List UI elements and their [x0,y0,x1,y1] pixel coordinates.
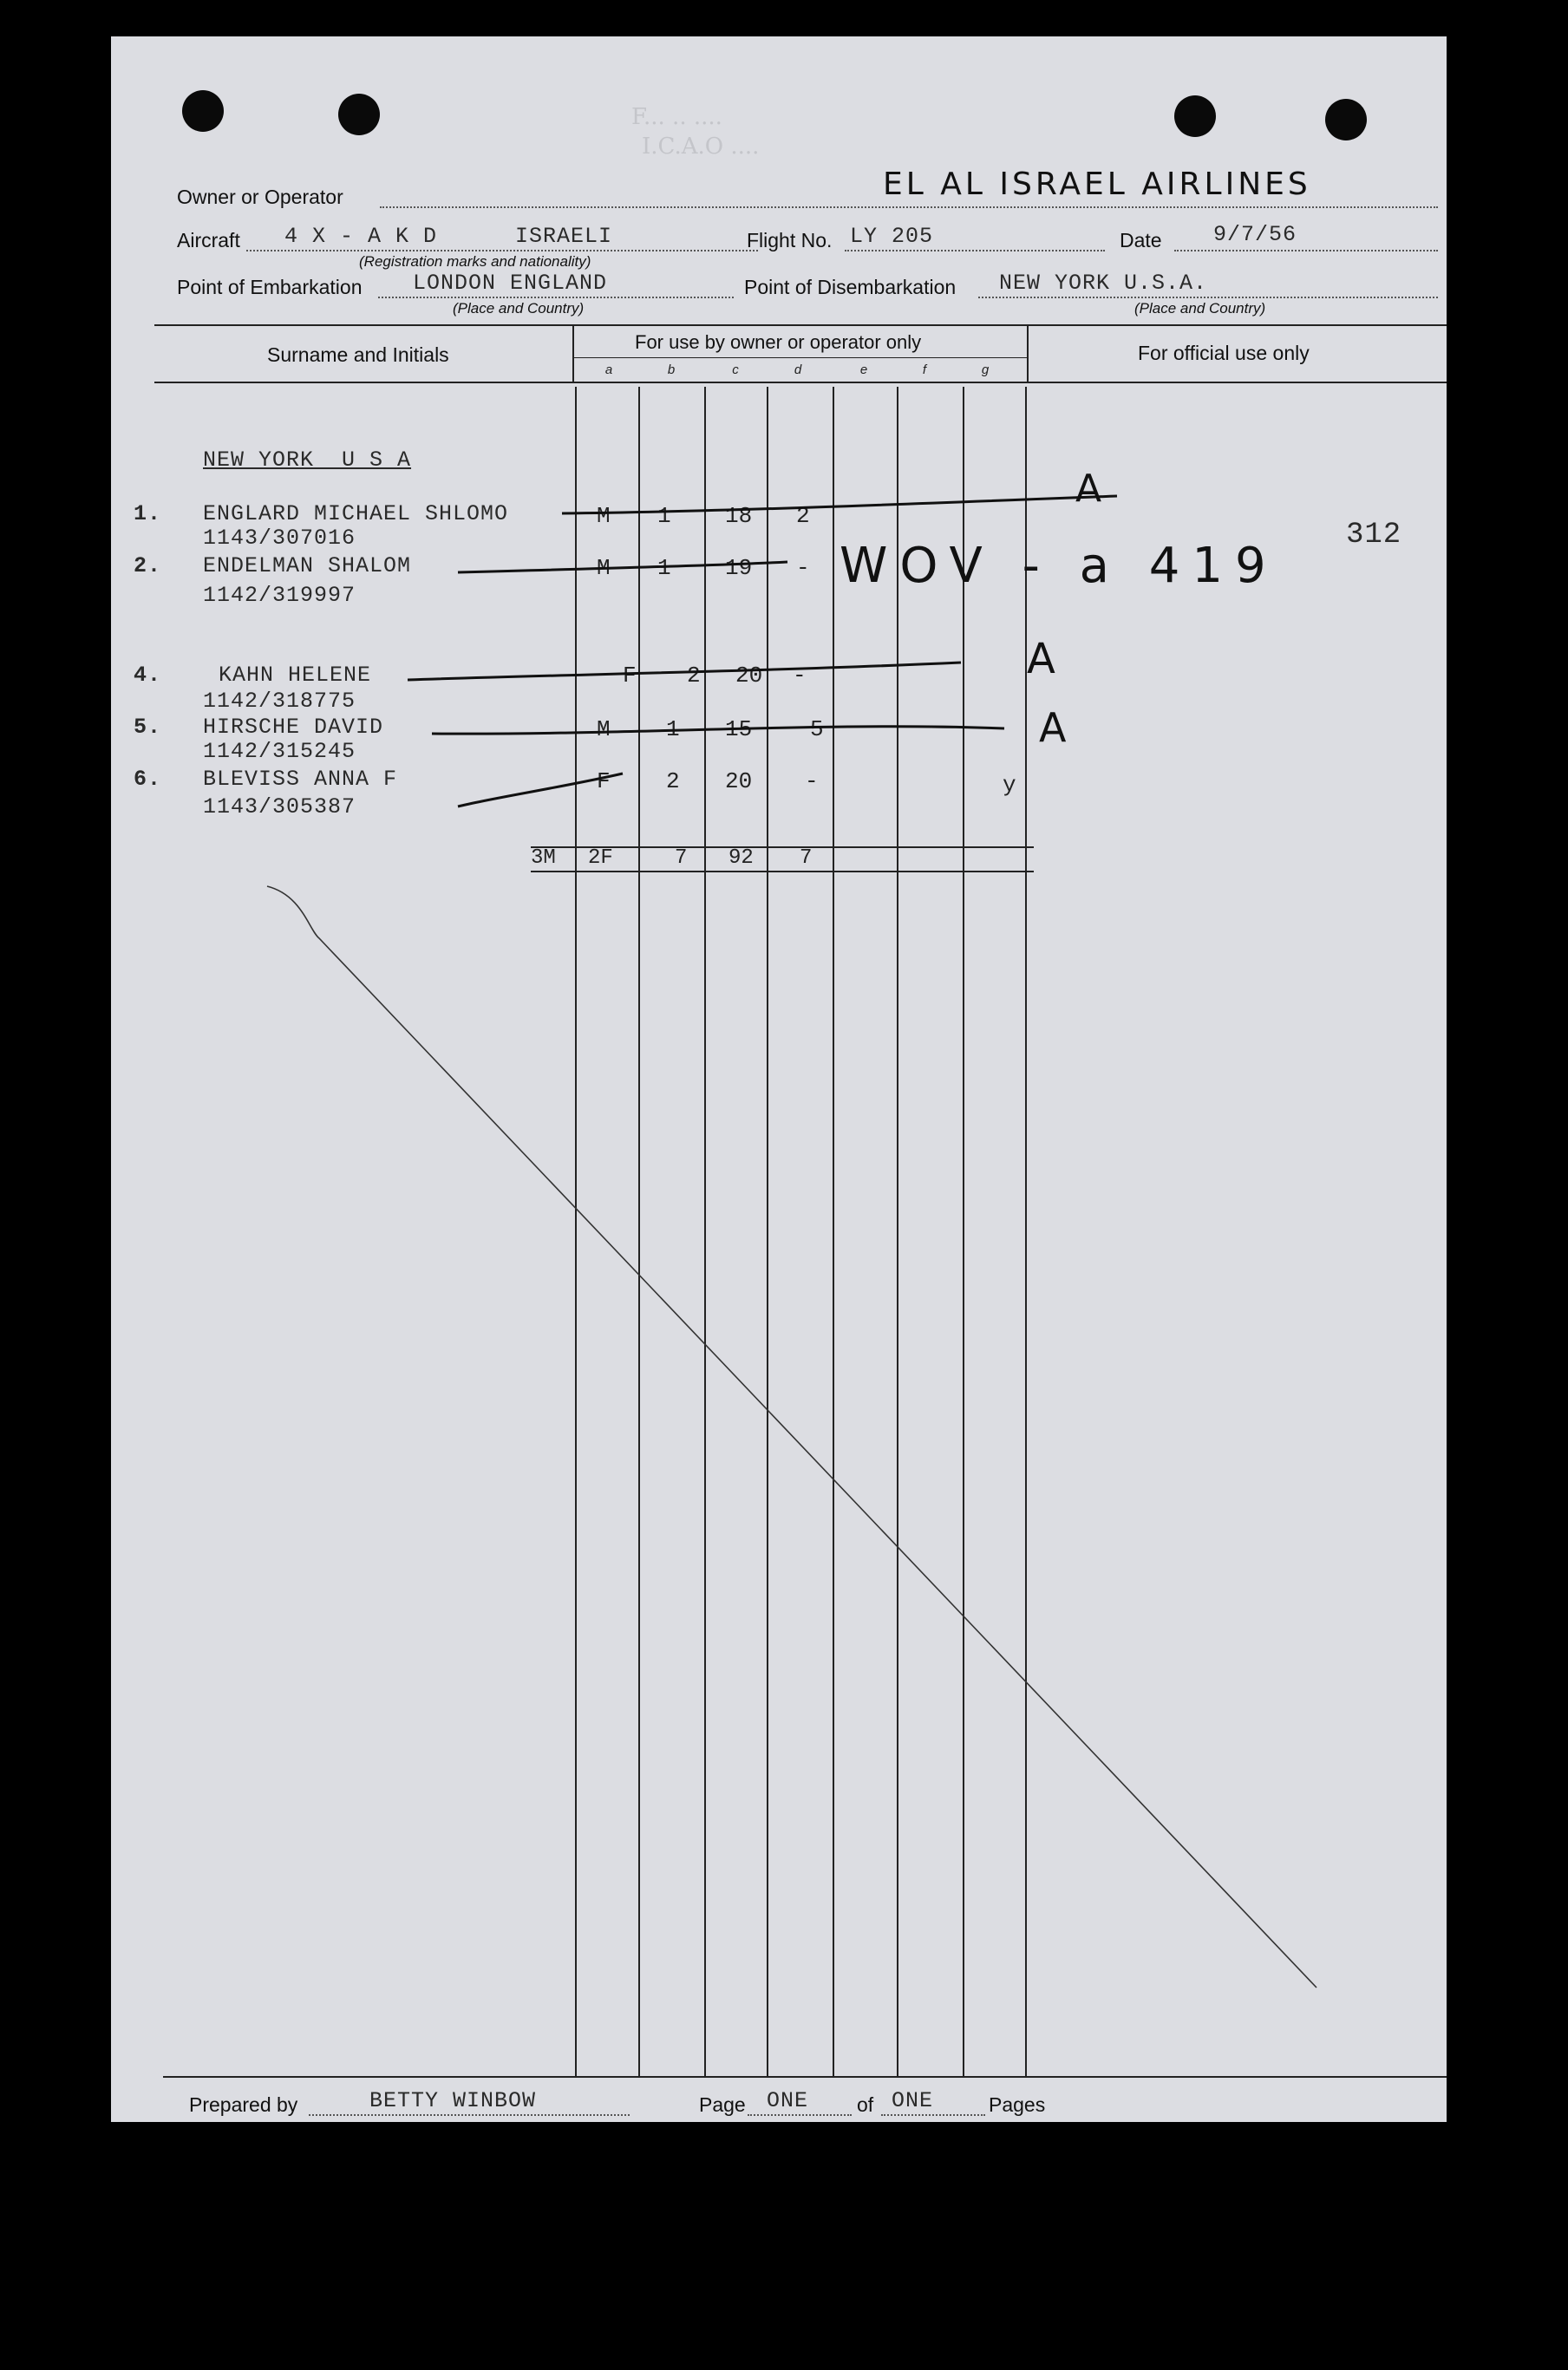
cell-c: 20 [725,768,753,794]
official-mark: A [1075,467,1102,511]
cell-c: 15 [725,716,753,742]
strike-line [432,727,1004,734]
page-label: Page [699,2093,746,2116]
cell-d: - [796,555,810,581]
surname-header: Surname and Initials [267,343,449,366]
cell-a: F [597,768,611,794]
cell-d: - [805,768,819,794]
cell-c: 18 [725,503,753,529]
manifest-sheet [111,36,1447,2122]
totals-c: 92 [728,846,754,870]
cell-b: 2 [666,768,680,794]
official-mark: WOV - a 419 [840,538,1278,594]
page-dotted-line [748,2114,852,2116]
owner-label: Owner or Operator [177,186,343,208]
footer-rule [163,2076,1447,2078]
strike-line [562,496,1117,513]
disembark-caption: (Place and Country) [1134,300,1266,317]
faint-header-line1: F... .. .... [631,104,722,130]
registration-caption: (Registration marks and nationality) [359,253,591,270]
pen-marks [111,36,1447,2122]
page-reference: 312 [1346,519,1402,552]
pencil-line [267,886,1316,1988]
cell-c: 19 [725,555,753,581]
passenger-name: BLEVISS ANNA F [203,767,398,792]
column-header-f: f [922,362,927,377]
cell-b: 1 [657,555,671,581]
disembark-label: Point of Disembarkation [744,276,957,298]
cell-d: 5 [810,716,824,742]
nationality-value: ISRAELI [515,224,613,249]
flight-value: LY 205 [850,224,934,249]
totals-label: 3M [531,846,556,870]
column-header-c: c [732,362,739,377]
embark-label: Point of Embarkation [177,276,363,298]
column-header-g: g [981,362,990,377]
owner-value: EL AL ISRAEL AIRLINES [883,166,1311,202]
prepared-value: BETTY WINBOW [369,2088,537,2113]
totals-b: 7 [675,846,688,870]
passenger-name: ENDELMAN SHALOM [203,553,412,578]
cell-c: 20 [735,663,763,689]
cell-a: F [623,663,637,689]
official-mark: A [1027,635,1055,683]
official-mark: A [1039,704,1067,751]
cell-a: M [597,503,611,529]
passenger-id: 1143/307016 [203,526,356,551]
cell-a: M [597,555,611,581]
flight-label: Flight No. [747,229,833,251]
pages-label: Pages [989,2093,1046,2116]
row-number: 4. [134,663,162,688]
cell-d: - [793,663,807,689]
passenger-name: HIRSCHE DAVID [203,715,384,740]
of-dotted-line [881,2114,985,2116]
row-number: 2. [134,553,162,578]
disembark-value: NEW YORK U.S.A. [999,271,1208,296]
of-label: of [857,2093,874,2116]
column-header-d: d [794,362,802,377]
passenger-id: 1142/319997 [203,583,356,608]
row-number: 5. [134,715,162,740]
embark-caption: (Place and Country) [453,300,585,317]
official-header: For official use only [1138,342,1310,364]
faint-header-line2: I.C.A.O .... [642,134,760,160]
passenger-id: 1143/305387 [203,794,356,819]
totals-a: 2F [588,846,613,870]
prepared-dotted-line [309,2114,630,2116]
cell-b: 2 [687,663,701,689]
totals-d: 7 [800,846,813,870]
date-value: 9/7/56 [1213,222,1297,247]
cell-g: y [1003,772,1016,798]
passenger-name: ENGLARD MICHAEL SHLOMO [203,501,509,526]
strike-line [408,663,961,680]
column-header-e: e [859,362,868,377]
cell-b: 1 [657,503,671,529]
strike-line [458,562,787,572]
cell-b: 1 [666,716,680,742]
cell-d: 2 [796,503,810,529]
page-value: ONE [767,2088,809,2113]
date-label: Date [1120,229,1162,251]
passenger-id: 1142/318775 [203,689,356,714]
section-title: NEW YORK U S A [203,447,412,473]
passenger-id: 1142/315245 [203,739,356,764]
owner-header: For use by owner or operator only [635,331,922,353]
column-header-a: a [604,362,613,377]
prepared-label: Prepared by [189,2093,298,2116]
column-header-b: b [667,362,676,377]
row-number: 1. [134,501,162,526]
strike-line [458,774,623,806]
aircraft-label: Aircraft [177,229,240,251]
embark-value: LONDON ENGLAND [413,271,608,296]
cell-a: M [597,716,611,742]
passenger-name: KAHN HELENE [219,663,372,688]
of-value: ONE [892,2088,934,2113]
row-number: 6. [134,767,162,792]
aircraft-value: 4 X - A K D [284,224,438,249]
